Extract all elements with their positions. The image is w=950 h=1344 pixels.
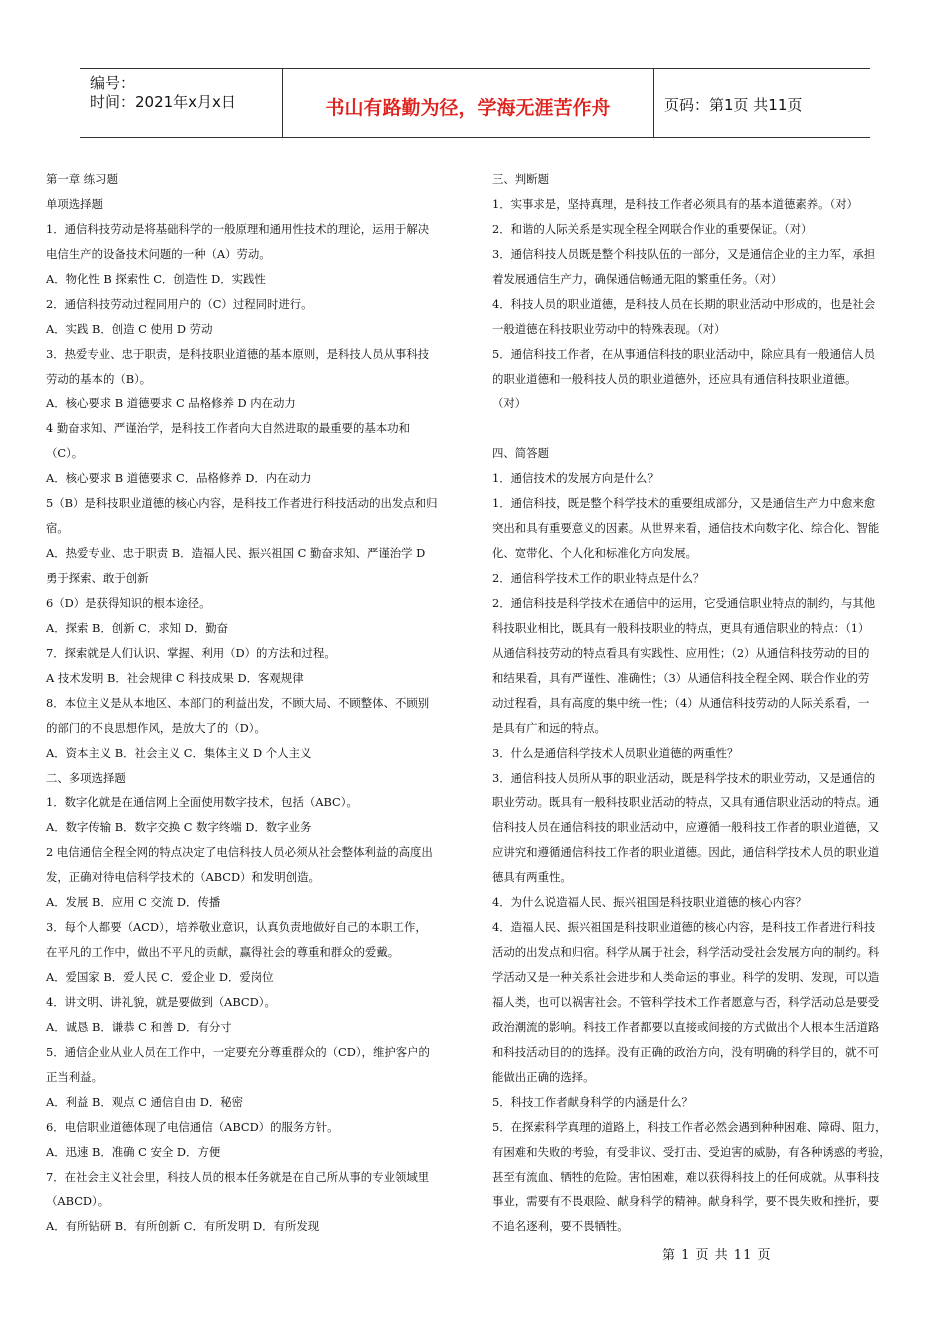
- text-line: 1．数字化就是在通信网上全面使用数字技术，包括（ABC）。: [46, 795, 358, 810]
- text-line: A．核心要求 B 道德要求 C 品格修养 D 内在动力: [46, 396, 296, 411]
- text-line: （对）: [492, 396, 527, 411]
- text-line: （ABCD）。: [46, 1194, 110, 1209]
- text-line: 的职业道德和一般科技人员的职业道德外，还应具有通信科技职业道德。: [492, 371, 857, 386]
- text-line: 和科技活动目的的选择。没有正确的政治方向，没有明确的科学目的，就不可: [492, 1044, 880, 1059]
- text-line: 3．热爱专业、忠于职责，是科技职业道德的基本原则，是科技人员从事科技: [46, 346, 430, 361]
- text-line: 劳动的基本的（B）。: [46, 371, 152, 386]
- page-header: [80, 68, 870, 138]
- text-line: A．实践 B．创造 C 使用 D 劳动: [46, 321, 213, 336]
- text-line: 电信生产的设备技术问题的一种（A）劳动。: [46, 246, 271, 261]
- text-line: 学活动又是一种关系社会进步和人类命运的事业。科学的发明、发现，可以造: [492, 970, 880, 984]
- text-line: 1．通信技术的发展方向是什么？: [492, 471, 659, 486]
- text-line: 5（B）是科技职业道德的核心内容，是科技工作者进行科技活动的出发点和归: [46, 496, 438, 511]
- text-line: 一般道德在科技职业劳动中的特殊表现。（对）: [492, 321, 726, 336]
- text-line: 5．在探索科学真理的道路上，科技工作者必然会遇到种种困难、障碍、阻力，: [492, 1119, 887, 1134]
- text-line: 第一章 练习题: [46, 172, 118, 186]
- text-line: 是具有广和远的特点。: [492, 720, 606, 735]
- text-line: 政治潮流的影响。科技工作者都要以直接或间接的方式做出个人根本生活道路: [492, 1019, 880, 1034]
- text-line: 正当利益。: [46, 1069, 103, 1084]
- text-line: 8．本位主义是从本地区、本部门的利益出发，不顾大局、不顾整体、不顾别: [46, 695, 430, 710]
- text-line: 3．通信科技人员既是整个科技队伍的一部分，又是通信企业的主力军，承担: [492, 246, 876, 261]
- text-line: 四、简答题: [492, 446, 549, 461]
- text-line: （C）。: [46, 446, 84, 461]
- text-line: 2 电信通信全程全网的特点决定了电信科技人员必须从社会整体利益的高度出: [46, 845, 433, 860]
- text-line: 动过程看，具有高度的集中统一性；（4）从通信科技劳动的人际关系看，一: [492, 695, 870, 710]
- text-line: 5．通信科技工作者，在从事通信科技的职业活动中，除应具有一般通信人员: [492, 346, 876, 361]
- text-line: 1．实事求是，坚持真理，是科技工作者必须具有的基本道德素养。（对）: [492, 196, 859, 211]
- text-line: 3．什么是通信科学技术人员职业道德的两重性？: [492, 745, 739, 760]
- text-line: 的部门的不良思想作风，是放大了的（D）。: [46, 720, 266, 735]
- header-motto: 书山有路勤为径，学海无涯苦作舟: [325, 97, 611, 119]
- header-page-label: 页码：第1页 共11页: [664, 96, 803, 114]
- text-line: 发，正确对待电信科学技术的（ABCD）和发明创造。: [46, 870, 320, 885]
- text-line: A．热爱专业、忠于职责 B．造福人民、振兴祖国 C 勤奋求知、严谨治学 D: [46, 546, 426, 561]
- text-line: 信科技人员在通信科技的职业活动中，应遵循一般科技工作者的职业道德，又: [492, 820, 880, 835]
- text-line: 从通信科技劳动的特点看具有实践性、应用性；（2）从通信科技劳动的目的: [492, 645, 870, 660]
- text-line: 2．通信科学技术工作的职业特点是什么？: [492, 571, 705, 585]
- text-line: 德具有两重性。: [492, 870, 572, 885]
- text-line: 4．科技人员的职业道德，是科技人员在长期的职业活动中形成的，也是社会: [492, 296, 876, 311]
- text-line: A．数字传输 B．数字交换 C 数字终端 D．数字业务: [46, 820, 312, 835]
- text-line: 能做出正确的选择。: [492, 1069, 595, 1084]
- text-line: A．核心要求 B 道德要求 C．品格修养 D．内在动力: [46, 471, 312, 486]
- text-line: 6（D）是获得知识的根本途径。: [46, 595, 211, 610]
- text-line: 勇于探索、敢于创新: [46, 571, 149, 585]
- text-line: 7．探索就是人们认识、掌握、利用（D）的方法和过程。: [46, 645, 336, 660]
- text-line: A．资本主义 B．社会主义 C．集体主义 D 个人主义: [46, 745, 312, 760]
- text-line: 有困难和失败的考验，有受非议、受打击、受迫害的威胁，有各种诱惑的考验，: [492, 1144, 891, 1159]
- text-line: 甚至有流血、牺牲的危险。害怕困难，难以获得科技上的任何成就。从事科技: [492, 1169, 880, 1184]
- text-line: 和结果看，具有严谨性、准确性；（3）从通信科技全程全网、联合作业的劳: [492, 670, 870, 685]
- text-line: 5．科技工作者献身科学的内涵是什么？: [492, 1094, 693, 1109]
- text-line: 福人类，也可以祸害社会。不管科学技术工作者愿意与否，科学活动总是要受: [492, 994, 880, 1009]
- text-line: 5．通信企业从业人员在工作中，一定要充分尊重群众的（CD），维护客户的: [46, 1044, 430, 1059]
- text-line: 3．每个人都要（ACD），培养敬业意识，认真负责地做好自己的本职工作，: [46, 920, 427, 935]
- text-line: 职业劳动。既具有一般科技职业活动的特点，又具有通信职业活动的特点。通: [492, 795, 880, 810]
- header-info-cell: [80, 69, 283, 137]
- text-line: 4 勤奋求知、严谨治学，是科技工作者向大自然进取的最重要的基本功和: [46, 421, 410, 436]
- text-line: 1．通信科技，既是整个科学技术的重要组成部分，又是通信生产力中愈来愈: [492, 496, 876, 511]
- text-line: 2．通信科技劳动过程同用户的（C）过程同时进行。: [46, 296, 313, 311]
- text-line: 宿。: [46, 521, 69, 536]
- text-line: 4．讲文明、讲礼貌，就是要做到（ABCD）。: [46, 994, 276, 1009]
- text-line: 2．通信科技是科学技术在通信中的运用，它受通信职业特点的制约，与其他: [492, 595, 876, 610]
- text-line: 3．通信科技人员所从事的职业活动，既是科学技术的职业劳动，又是通信的: [492, 770, 876, 785]
- text-line: A．发展 B．应用 C 交流 D．传播: [46, 895, 221, 910]
- right-text-column: [492, 167, 905, 1239]
- text-line: 着发展通信生产力，确保通信畅通无阻的繁重任务。（对）: [492, 271, 783, 286]
- text-line: 事业，需要有不畏艰险、献身科学的精神。献身科学，要不畏失败和挫折，要: [492, 1194, 880, 1209]
- text-line: 4．为什么说造福人民、振兴祖国是科技职业道德的核心内容？: [492, 895, 807, 910]
- text-line: A．探索 B．创新 C．求知 D．勤奋: [46, 620, 228, 635]
- text-line: 二、多项选择题: [46, 770, 126, 785]
- page-footer-number: 第 1 页 共 11 页: [662, 1248, 772, 1263]
- text-line: 4．造福人民、振兴祖国是科技职业道德的核心内容，是科技工作者进行科技: [492, 920, 876, 935]
- text-line: A．诚恳 B．谦恭 C 和善 D．有分寸: [46, 1019, 232, 1034]
- header-page-cell: [654, 69, 870, 137]
- header-motto-cell: [283, 69, 654, 137]
- text-line: 在平凡的工作中，做出不平凡的贡献，赢得社会的尊重和群众的爱戴。: [46, 945, 400, 960]
- text-line: A．爱国家 B．爱人民 C．爱企业 D．爱岗位: [46, 970, 274, 984]
- text-line: 科技职业相比，既具有一般科技职业的特点，更具有通信职业的特点：（1）: [492, 620, 870, 635]
- text-line: 2．和谐的人际关系是实现全程全网联合作业的重要保证。（对）: [492, 221, 813, 236]
- text-line: 突出和具有重要意义的因素。从世界来看，通信技术向数字化、综合化、智能: [492, 521, 880, 536]
- document-time-label: 时间：2021年x月x日: [90, 93, 236, 111]
- text-line: 6．电信职业道德体现了电信通信（ABCD）的服务方针。: [46, 1119, 339, 1134]
- text-line: [492, 416, 905, 441]
- text-line: 活动的出发点和归宿。科学从属于社会，科学活动受社会发展方向的制约。科: [492, 945, 880, 960]
- text-line: 不追名逐利，要不畏牺牲。: [492, 1219, 629, 1234]
- text-line: 7．在社会主义社会里，科技人员的根本任务就是在自己所从事的专业领域里: [46, 1169, 430, 1184]
- left-text-column: [46, 167, 459, 1239]
- text-line: 化、宽带化、个人化和标准化方向发展。: [492, 546, 698, 561]
- text-line: 应讲究和遵循通信科技工作者的职业道德。因此，通信科学技术人员的职业道: [492, 845, 880, 860]
- document-code-label: 编号：: [90, 74, 136, 92]
- text-line: 三、判断题: [492, 172, 549, 186]
- text-line: A．有所钻研 B．有所创新 C．有所发明 D．有所发现: [46, 1219, 320, 1234]
- text-line: A．物化性 B 探索性 C．创造性 D．实践性: [46, 271, 266, 286]
- text-line: 1．通信科技劳动是将基础科学的一般原理和通用性技术的理论，运用于解决: [46, 221, 430, 236]
- text-line: A 技术发明 B．社会规律 C 科技成果 D．客观规律: [46, 670, 304, 685]
- text-line: A．利益 B．观点 C 通信自由 D．秘密: [46, 1094, 244, 1109]
- text-line: A．迅速 B．准确 C 安全 D．方便: [46, 1144, 221, 1159]
- text-line: 单项选择题: [46, 196, 103, 211]
